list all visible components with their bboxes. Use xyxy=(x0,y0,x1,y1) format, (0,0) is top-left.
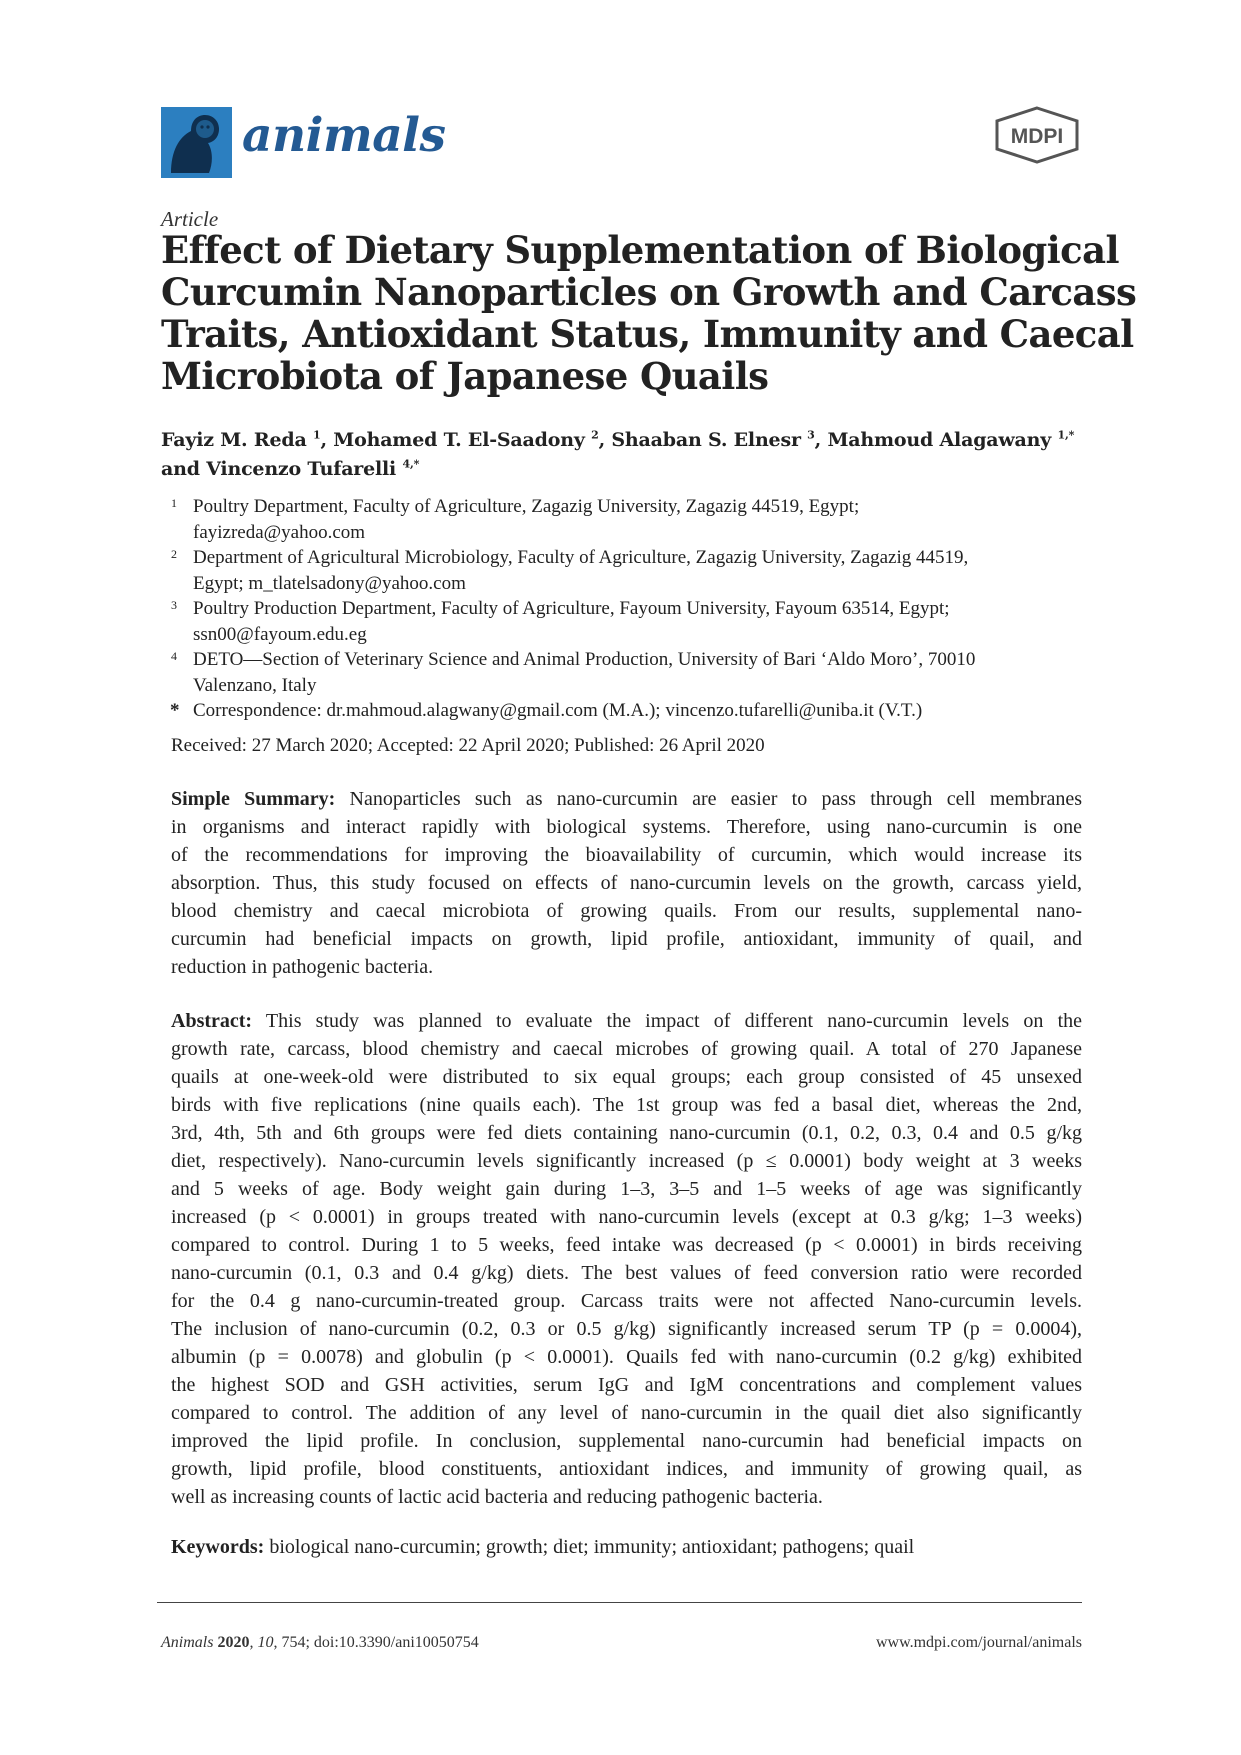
affiliation-text: Department of Agricultural Microbiology, Faculty of Agriculture, Zagazig University, Zagazig 44519, xyxy=(193,547,969,568)
abstract-text: This study was planned to evaluate the impact of different nano-curcumin levels on the xyxy=(252,1010,1082,1032)
abstract-line: compared to control. The addition of any level of nano-curcumin in the quail diet also significantly xyxy=(171,1402,1082,1424)
keywords xyxy=(171,1533,1082,1561)
author-name[interactable]: , Mahmoud Alagawany xyxy=(814,429,1058,451)
footer-journal-url[interactable]: www.mdpi.com/journal/animals xyxy=(875,1634,1082,1651)
abstract-line: growth, lipid profile, blood constituents, antioxidant indices, and immunity of growing quail, as xyxy=(171,1458,1082,1480)
correspondence xyxy=(161,698,1091,724)
author-affil-sup: 2 xyxy=(591,428,599,442)
abstract-label: Abstract: xyxy=(171,1010,253,1032)
author-list xyxy=(161,426,1075,484)
title-line: Effect of Dietary Supplementation of Biological xyxy=(161,228,1119,272)
footer-divider xyxy=(157,1602,1082,1603)
author-affil-sup: 4,* xyxy=(402,457,420,471)
publication-dates: Received: 27 March 2020; Accepted: 22 April 2020; Published: 26 April 2020 xyxy=(171,735,765,756)
affiliation-number: 2 xyxy=(171,547,177,561)
affiliation-item xyxy=(161,494,1091,545)
affiliation-item xyxy=(161,596,1091,647)
author-name[interactable]: , Mohamed T. El-Saadony xyxy=(320,429,592,451)
abstract xyxy=(171,1007,1082,1511)
mdpi-logo-icon xyxy=(993,106,1081,169)
correspondence-mark: * xyxy=(170,700,180,721)
keywords-line xyxy=(171,1533,1082,1561)
affiliation-item xyxy=(161,545,1091,596)
summary-line xyxy=(171,785,1082,813)
summary-line: blood chemistry and caecal microbiota of growing quails. From our results, supplemental nano- xyxy=(171,900,1082,922)
page-title xyxy=(161,228,1137,398)
affiliation-number: 3 xyxy=(171,598,177,612)
abstract-line: well as increasing counts of lactic acid bacteria and reducing pathogenic bacteria. xyxy=(171,1486,823,1508)
affiliation-item xyxy=(161,647,1091,698)
affiliation-number: 4 xyxy=(171,649,177,663)
abstract-line: The inclusion of nano-curcumin (0.2, 0.3 or 0.5 g/kg) significantly increased serum TP (p = 0.0004), xyxy=(171,1318,1082,1340)
abstract-line: increased (p < 0.0001) in groups treated with nano-curcumin levels (except at 0.3 g/kg; 1–3 weeks) xyxy=(171,1206,1082,1228)
keywords-text: biological nano-curcumin; growth; diet; immunity; antioxidant; pathogens; quail xyxy=(264,1536,915,1558)
mdpi-logo-text: MDPI xyxy=(1010,125,1064,148)
affiliation-text: Poultry Department, Faculty of Agriculture, Zagazig University, Zagazig 44519, Egypt; xyxy=(193,496,860,517)
affiliation-text: Valenzano, Italy xyxy=(193,674,317,696)
affiliation-email[interactable]: fayizreda@yahoo.com xyxy=(193,521,366,543)
abstract-line xyxy=(171,1007,1082,1035)
abstract-line: compared to control. During 1 to 5 weeks, feed intake was decreased (p < 0.0001) in birds receiving xyxy=(171,1234,1082,1256)
journal-name: animals xyxy=(242,108,446,163)
abstract-line: improved the lipid profile. In conclusion, supplemental nano-curcumin had beneficial impacts on xyxy=(171,1430,1082,1452)
abstract-line: 3rd, 4th, 5th and 6th groups were fed diets containing nano-curcumin (0.1, 0.2, 0.3, 0.4 and 0.5 g/kg xyxy=(171,1122,1082,1144)
affiliation-text: DETO—Section of Veterinary Science and Animal Production, University of Bari ‘Aldo Moro’, 70010 xyxy=(193,649,976,670)
correspondence-text[interactable]: Correspondence: dr.mahmoud.alagwany@gmail.com (M.A.); vincenzo.tufarelli@uniba.it (V.T.) xyxy=(193,700,923,721)
author-line xyxy=(161,455,1041,484)
abstract-line: growth rate, carcass, blood chemistry and caecal microbes of growing quail. A total of 270 Japanese xyxy=(171,1038,1082,1060)
abstract-line: nano-curcumin (0.1, 0.3 and 0.4 g/kg) diets. The best values of feed conversion ratio were recorded xyxy=(171,1262,1082,1284)
journal-logo-icon xyxy=(161,107,232,178)
summary-text: Nanoparticles such as nano-curcumin are easier to pass through cell membranes xyxy=(335,788,1083,810)
affiliation-text: Poultry Production Department, Faculty of Agriculture, Fayoum University, Fayoum 63514, Egypt; xyxy=(193,598,950,619)
simple-summary xyxy=(171,785,1082,981)
summary-line: absorption. Thus, this study focused on effects of nano-curcumin levels on the growth, carcass yield, xyxy=(171,872,1082,894)
summary-line: curcumin had beneficial impacts on growth, lipid profile, antioxidant, immunity of quail, and xyxy=(171,928,1082,950)
summary-line: in organisms and interact rapidly with biological systems. Therefore, using nano-curcumin is one xyxy=(171,816,1082,838)
summary-line: reduction in pathogenic bacteria. xyxy=(171,956,434,978)
abstract-line: the highest SOD and GSH activities, serum IgG and IgM concentrations and complement values xyxy=(171,1374,1082,1396)
summary-line: of the recommendations for improving the bioavailability of curcumin, which would increase its xyxy=(171,844,1082,866)
author-name[interactable]: , Shaaban S. Elnesr xyxy=(598,429,808,451)
footer-year: 2020 xyxy=(213,1634,250,1651)
abstract-line: albumin (p = 0.0078) and globulin (p < 0.0001). Quails fed with nano-curcumin (0.2 g/kg) exhibited xyxy=(171,1346,1082,1368)
footer-volume: , 10 xyxy=(249,1634,274,1651)
title-line: Microbiota of Japanese Quails xyxy=(161,354,769,398)
affiliation-email[interactable]: Egypt; m_tlatelsadony@yahoo.com xyxy=(193,572,466,594)
author-affil-sup: 3 xyxy=(807,428,815,442)
affiliation-number: 1 xyxy=(171,496,177,510)
author-name[interactable]: and Vincenzo Tufarelli xyxy=(161,458,403,480)
affiliation-list xyxy=(161,494,1091,724)
author-affil-sup: 1 xyxy=(312,428,321,442)
keywords-label: Keywords: xyxy=(171,1536,265,1558)
summary-label: Simple Summary: xyxy=(171,788,336,810)
footer-journal: Animals xyxy=(161,1634,214,1651)
abstract-line: birds with five replications (nine quails each). The 1st group was fed a basal diet, whereas the 2nd, xyxy=(171,1094,1082,1116)
abstract-line: diet, respectively). Nano-curcumin levels significantly increased (p ≤ 0.0001) body weight at 3 weeks xyxy=(171,1150,1082,1172)
footer-citation xyxy=(161,1634,479,1652)
title-line: Traits, Antioxidant Status, Immunity and Caecal xyxy=(161,312,1134,356)
title-line: Curcumin Nanoparticles on Growth and Carcass xyxy=(161,270,1137,314)
footer-doi[interactable]: , 754; doi:10.3390/ani10050754 xyxy=(273,1634,479,1651)
abstract-line: and 5 weeks of age. Body weight gain during 1–3, 3–5 and 1–5 weeks of age was significantly xyxy=(171,1178,1082,1200)
article-type: Article xyxy=(161,207,219,231)
abstract-line: for the 0.4 g nano-curcumin-treated group. Carcass traits were not affected Nano-curcumin levels. xyxy=(171,1290,1082,1312)
affiliation-email[interactable]: ssn00@fayoum.edu.eg xyxy=(193,623,367,645)
author-affil-sup: 1,* xyxy=(1057,428,1075,442)
abstract-line: quails at one-week-old were distributed to six equal groups; each group consisted of 45 unsexed xyxy=(171,1066,1082,1088)
author-line xyxy=(161,426,1075,455)
author-name[interactable]: Fayiz M. Reda xyxy=(161,429,313,451)
